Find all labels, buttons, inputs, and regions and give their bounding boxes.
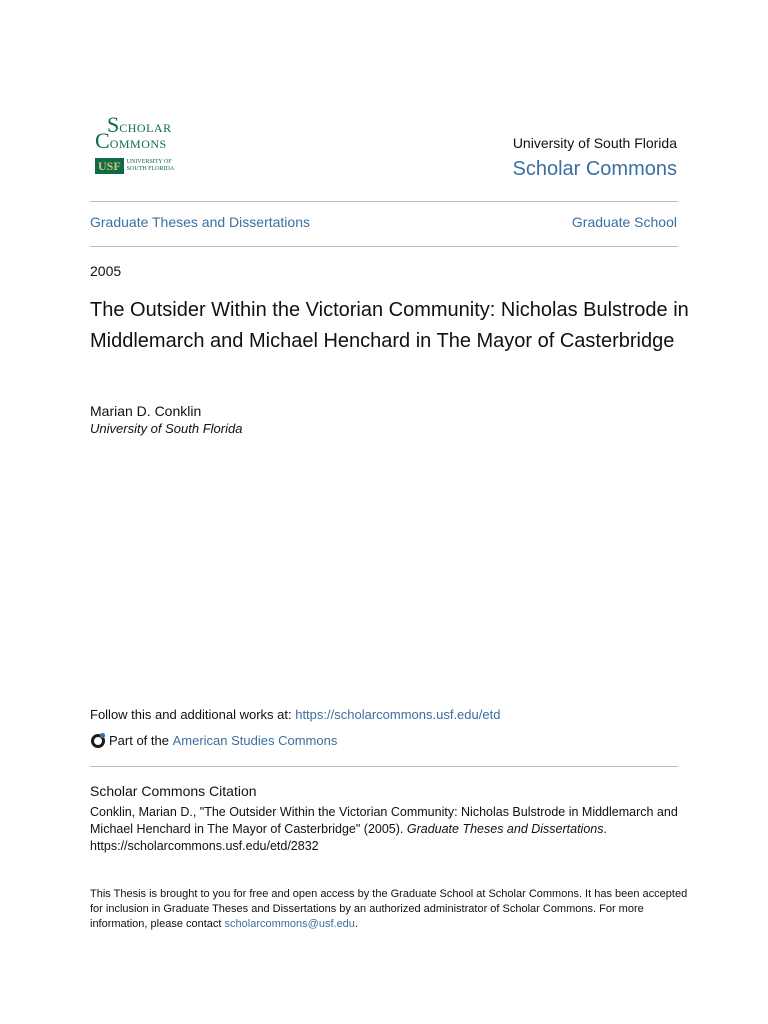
usf-mark: USF: [95, 158, 124, 174]
collection-link[interactable]: Graduate Theses and Dissertations: [90, 214, 310, 230]
divider-citation: [90, 766, 678, 767]
access-notice: This Thesis is brought to you for free and open access by the Graduate School at Scholar Commons. It has been accepted for inclusion in Graduate Theses and Dissertations by an authorized administrator of Scholar Commons. For more information, please contact scholarcommons@usf.edu.: [90, 888, 688, 930]
university-name: University of South Florida: [512, 135, 677, 151]
scholar-commons-logo[interactable]: [95, 114, 195, 178]
usf-logo: [95, 158, 174, 174]
author-affiliation: University of South Florida: [90, 421, 243, 436]
school-link[interactable]: Graduate School: [571, 214, 677, 230]
follow-url-link[interactable]: https://scholarcommons.usf.edu/etd: [295, 707, 501, 722]
author-name: Marian D. Conklin: [90, 403, 202, 419]
document-title: The Outsider Within the Victorian Community: Nicholas Bulstrode in Middlemarch and Michael Henchard in The Mayor of Casterbridge: [90, 299, 689, 352]
publication-year: 2005: [90, 263, 122, 279]
logo-line-scholar: SCHOLAR: [107, 112, 172, 137]
divider-top: [90, 201, 678, 202]
contact-email-link[interactable]: scholarcommons@usf.edu: [224, 918, 355, 930]
follow-line: Follow this and additional works at: https://scholarcommons.usf.edu/etd: [90, 707, 501, 722]
commons-network-icon: [90, 732, 106, 748]
citation-heading: Scholar Commons Citation: [90, 783, 257, 799]
part-of-line: Part of the American Studies Commons: [90, 732, 337, 748]
logo-line-commons: COMMONS: [95, 128, 167, 153]
divider-nav: [90, 246, 678, 247]
american-studies-link[interactable]: American Studies Commons: [172, 732, 338, 748]
citation-text: Conklin, Marian D., "The Outsider Within the Victorian Community: Nicholas Bulstrode in Middlemarch and Michael Henchard in The Mayor of Casterbridge" (2005). Graduate Theses and Dissertations. https://scholarcommons.usf.edu/etd/2832: [90, 805, 678, 853]
citation-url[interactable]: https://scholarcommons.usf.edu/etd/2832: [90, 839, 319, 853]
usf-text: UNIVERSITY OF SOUTH FLORIDA: [126, 159, 175, 172]
scholar-commons-link[interactable]: Scholar Commons: [512, 158, 677, 180]
